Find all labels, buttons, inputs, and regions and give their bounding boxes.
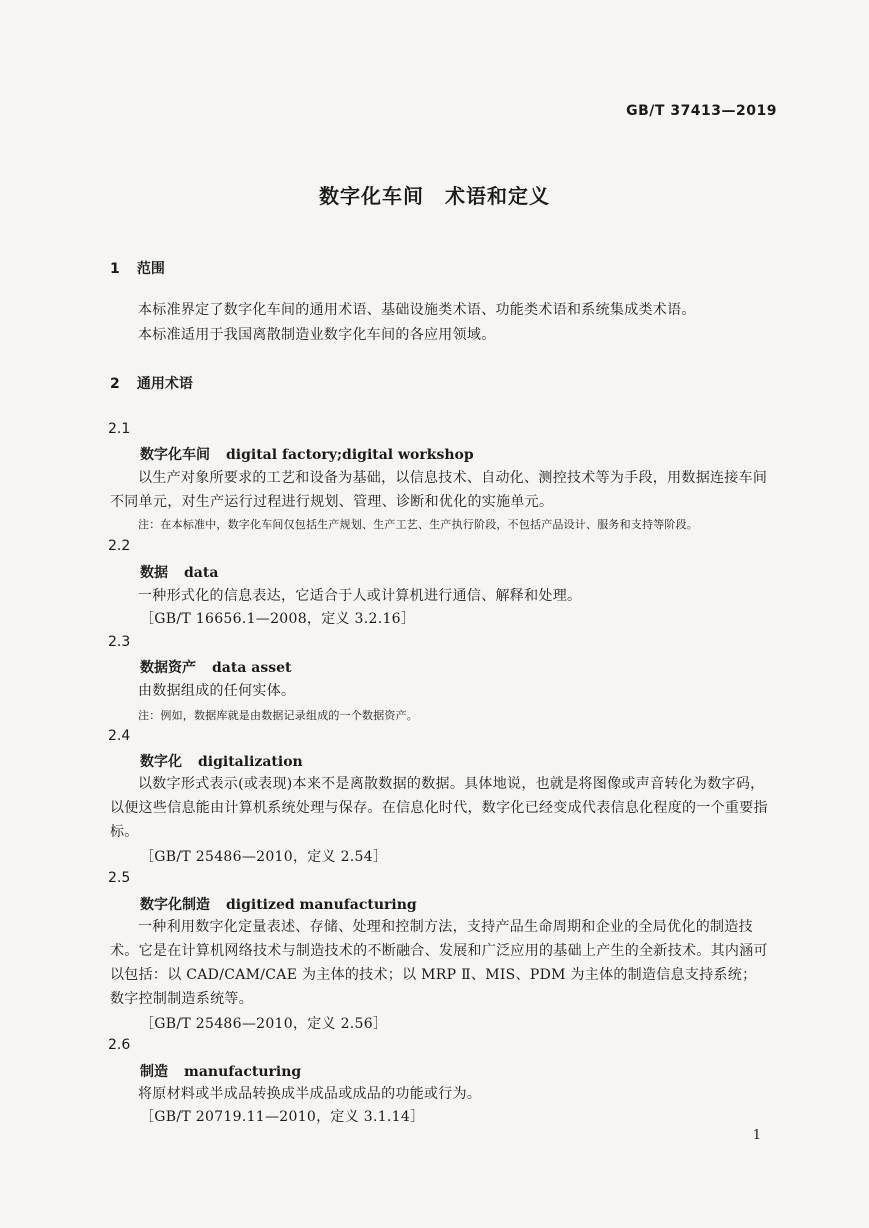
term-source: ［GB/T 16656.1—2008，定义 3.2.16］ [140,611,416,627]
term-english: manufacturing [184,1064,302,1080]
term-definition: 以数字形式表示(或表现)本来不是离散数据的数据。具体地说，也就是将图像或声音转化为数字码，以便这些信息能由计算机系统处理与保存。在信息化时代，数字化已经变成代表信息化程度的一个重要指标。 [110,776,768,840]
term-entry [140,562,218,582]
term-entry [140,444,474,464]
term-english: data [184,565,219,581]
term-source: ［GB/T 20719.11—2010，定义 3.1.14］ [140,1109,425,1125]
clause-number: 2.6 [108,1037,131,1053]
term-chinese: 制造 [140,1064,168,1080]
term-chinese: 数据 [140,565,168,581]
term-definition: 由数据组成的任何实体。 [138,683,296,699]
term-english: digitized manufacturing [226,897,417,913]
section-heading-scope [110,258,165,278]
term-note: 注：在本标准中，数字化车间仅包括生产规划、生产工艺、生产执行阶段，不包括产品设计、服务和支持等阶段。 [138,518,698,531]
term-chinese: 数字化车间 [140,447,210,463]
clause-number: 2.5 [108,870,131,886]
term-entry [140,751,303,771]
term-chinese: 数字化制造 [140,897,210,913]
section-number: 1 [110,261,120,277]
term-chinese: 数据资产 [140,660,196,676]
term-entry [140,894,417,914]
clause-number: 2.4 [108,728,131,744]
term-source: ［GB/T 25486—2010，定义 2.56］ [140,1016,388,1032]
term-definition: 一种形式化的信息表达，它适合于人或计算机进行通信、解释和处理。 [138,588,582,604]
term-definition: 以生产对象所要求的工艺和设备为基础，以信息技术、自动化、测控技术等为手段，用数据连接车间不同单元，对生产运行过程进行规划、管理、诊断和优化的实施单元。 [110,470,768,510]
section-number: 2 [110,376,120,392]
clause-number: 2.3 [108,634,131,650]
clause-number: 2.2 [108,538,131,554]
section-heading-general-terms [110,373,193,393]
term-source: ［GB/T 25486—2010，定义 2.54］ [140,849,388,865]
section-title: 通用术语 [136,376,193,392]
scope-paragraph-1: 本标准界定了数字化车间的通用术语、基础设施类术语、功能类术语和系统集成类术语。 [138,302,696,318]
scope-paragraph-2: 本标准适用于我国离散制造业数字化车间的各应用领域。 [138,327,496,343]
term-chinese: 数字化 [140,754,182,770]
clause-number: 2.1 [108,421,131,437]
standard-number: GB/T 37413—2019 [626,103,777,119]
term-entry [140,657,291,677]
term-definition: 将原材料或半成品转换成半成品或成品的功能或行为。 [138,1086,482,1102]
term-english: digital factory;digital workshop [226,447,474,463]
page-number: 1 [752,1128,761,1143]
document-title: 数字化车间 术语和定义 [319,184,550,208]
section-title: 范围 [136,261,165,277]
term-definition: 一种利用数字化定量表述、存储、处理和控制方法，支持产品生命周期和企业的全局优化的制造技术。它是在计算机网络技术与制造技术的不断融合、发展和广泛应用的基础上产生的全新技术。其内涵可以包括：以 CAD/CAM/CAE 为主体的技术；以 MRP Ⅱ、MIS、PDM 为主体的制造信息支持系统；数字控制制造系统等。 [110,919,768,1007]
term-english: data asset [212,660,292,676]
term-english: digitalization [198,754,303,770]
term-note: 注：例如，数据库就是由数据记录组成的一个数据资产。 [138,709,418,722]
term-entry [140,1061,301,1081]
